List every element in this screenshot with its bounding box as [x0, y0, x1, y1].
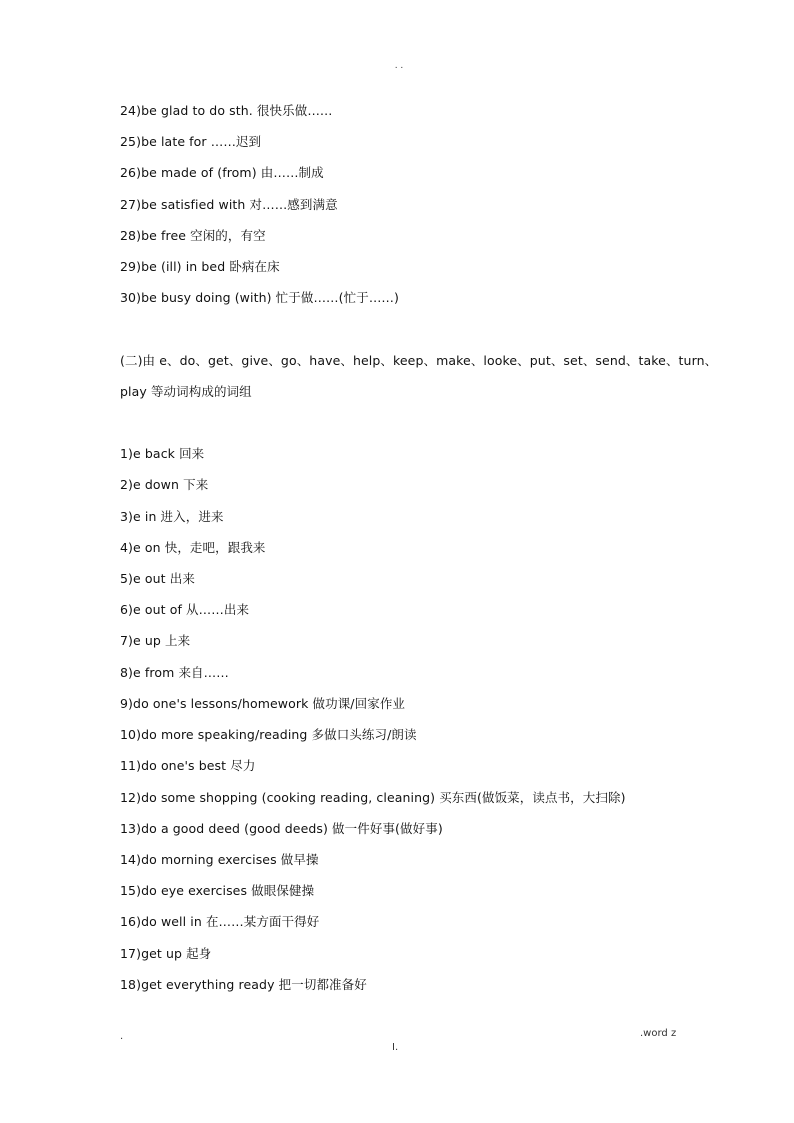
section-heading: (二)由 e、do、get、give、go、have、help、keep、make、looke、put、set、send、take、turn、 [120, 353, 718, 368]
phrase-line: 6)e out of 从……出来 [120, 602, 250, 617]
phrase-line: 12)do some shopping (cooking reading, cleaning) 买东西(做饭菜，读点书，大扫除) [120, 790, 626, 805]
footer-right-text: .word z [640, 1028, 677, 1039]
phrase-line: 26)be made of (from) 由……制成 [120, 165, 324, 180]
phrase-line: 24)be glad to do sth. 很快乐做…… [120, 103, 333, 118]
phrase-line: 14)do morning exercises 做早操 [120, 852, 319, 867]
phrase-line: 8)e from 来自…… [120, 665, 229, 680]
phrase-line: 27)be satisfied with 对……感到满意 [120, 197, 338, 212]
phrase-line: 13)do a good deed (good deeds) 做一件好事(做好事) [120, 821, 443, 836]
phrase-line: 16)do well in 在……某方面干得好 [120, 914, 320, 929]
phrase-line: 30)be busy doing (with) 忙于做……(忙于……) [120, 290, 400, 305]
footer-left-mark: . [120, 1031, 124, 1042]
phrase-line: 9)do one's lessons/homework 做功课/回家作业 [120, 696, 406, 711]
phrase-line: 29)be (ill) in bed 卧病在床 [120, 259, 280, 274]
phrase-line: 15)do eye exercises 做眼保健操 [120, 883, 315, 898]
phrase-line: 25)be late for ……迟到 [120, 134, 262, 149]
footer-page-mark: I. [392, 1042, 399, 1053]
header-mark: . . [394, 61, 404, 71]
phrase-line: 7)e up 上来 [120, 633, 191, 648]
phrase-line: 18)get everything ready 把一切都准备好 [120, 977, 367, 992]
phrase-line: 5)e out 出来 [120, 571, 195, 586]
phrase-line: 10)do more speaking/reading 多做口头练习/朗读 [120, 727, 417, 742]
phrase-line: 4)e on 快，走吧，跟我来 [120, 540, 266, 555]
phrase-line: 2)e down 下来 [120, 477, 209, 492]
phrase-line: 1)e back 回来 [120, 446, 205, 461]
phrase-line: 17)get up 起身 [120, 946, 212, 961]
phrase-line: 3)e in 进入，进来 [120, 509, 224, 524]
phrase-line: 11)do one's best 尽力 [120, 758, 256, 773]
section-heading-cont: play 等动词构成的词组 [120, 384, 252, 399]
phrase-line: 28)be free 空闲的，有空 [120, 228, 266, 243]
